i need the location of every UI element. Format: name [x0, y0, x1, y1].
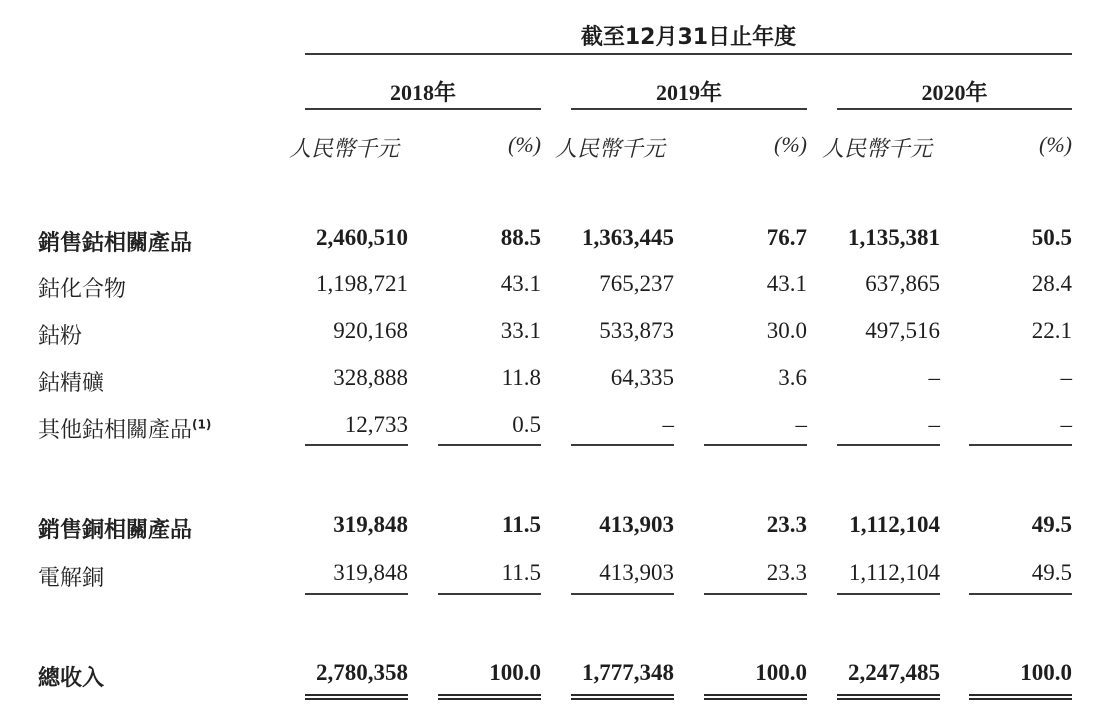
cell-2019-amount: 1,363,445 [582, 225, 674, 250]
row-label: 鈷化合物 [38, 277, 127, 302]
row-label: 銷售銅相關產品 [38, 518, 193, 543]
subtotal-rule [837, 444, 940, 446]
cell-2020-amount: 2,247,485 [848, 660, 940, 685]
period-header: 截至12月31日止年度 [580, 25, 797, 50]
row-label: 鈷粉 [38, 324, 83, 349]
cell-2020-pct: 28.4 [1031, 271, 1072, 296]
cell-2018-amount: 319,848 [333, 512, 408, 537]
subtotal-rule [438, 593, 541, 595]
cell-2018-pct: 43.1 [500, 271, 541, 296]
cell-2020-pct: 49.5 [1031, 512, 1072, 537]
row-label: 總收入 [38, 666, 105, 691]
cell-2018-amount: 319,848 [333, 560, 408, 585]
row-label: 鈷精礦 [38, 371, 105, 396]
year-header-2020: 2020年 [921, 80, 988, 105]
cell-2020-pct: 22.1 [1031, 318, 1072, 343]
cell-2020-amount: – [928, 365, 940, 390]
subtotal-rule [438, 444, 541, 446]
cell-2020-amount: 637,865 [865, 271, 940, 296]
total-double-rule [837, 694, 940, 700]
row-label [38, 413, 211, 444]
year-header-2019: 2019年 [655, 80, 722, 105]
cell-2019-pct: 3.6 [778, 365, 807, 390]
total-double-rule [305, 694, 408, 700]
period-rule [305, 53, 1072, 55]
cell-2019-pct: 76.7 [766, 225, 807, 250]
cell-2019-pct: 30.0 [766, 318, 807, 343]
unit-label-2020: 人民幣千元 [822, 137, 933, 162]
total-double-rule [969, 694, 1072, 700]
cell-2019-pct: 43.1 [766, 271, 807, 296]
total-double-rule [438, 694, 541, 700]
cell-2020-pct: 50.5 [1031, 225, 1072, 250]
cell-2019-pct: 23.3 [766, 512, 807, 537]
pct-label-2020: (%) [1039, 132, 1072, 157]
pct-label-2018: (%) [508, 132, 541, 157]
cell-2018-pct: 100.0 [489, 660, 541, 685]
cell-2019-pct: 100.0 [755, 660, 807, 685]
subtotal-rule [305, 444, 408, 446]
cell-2019-amount: 533,873 [599, 318, 674, 343]
cell-2020-amount: 1,112,104 [849, 512, 940, 537]
subtotal-rule [969, 593, 1072, 595]
cell-2019-pct: – [795, 412, 807, 437]
subtotal-rule [969, 444, 1072, 446]
unit-label-2018: 人民幣千元 [289, 137, 400, 162]
cell-2019-amount: – [662, 412, 674, 437]
subtotal-rule [571, 444, 674, 446]
year-rule-2018 [305, 108, 541, 110]
cell-2020-amount: 1,112,104 [848, 560, 940, 585]
cell-2018-pct: 33.1 [500, 318, 541, 343]
row-label: 銷售鈷相關產品 [38, 231, 193, 256]
cell-2018-amount: 12,733 [344, 412, 408, 437]
cell-2020-pct: 100.0 [1020, 660, 1072, 685]
year-rule-2019 [571, 108, 807, 110]
year-rule-2020 [837, 108, 1072, 110]
cell-2018-pct: 0.5 [512, 412, 541, 437]
cell-2020-amount: 1,135,381 [848, 225, 940, 250]
subtotal-rule [704, 444, 807, 446]
cell-2020-pct: – [1060, 412, 1072, 437]
cell-2019-amount: 765,237 [599, 271, 674, 296]
cell-2019-amount: 1,777,348 [582, 660, 674, 685]
unit-label-2019: 人民幣千元 [555, 137, 666, 162]
cell-2020-pct: 49.5 [1031, 560, 1072, 585]
pct-label-2019: (%) [774, 132, 807, 157]
subtotal-rule [837, 593, 940, 595]
subtotal-rule [305, 593, 408, 595]
cell-2020-pct: – [1060, 365, 1072, 390]
cell-2018-pct: 11.5 [502, 512, 541, 537]
total-double-rule [704, 694, 807, 700]
cell-2018-amount: 2,780,358 [316, 660, 408, 685]
cell-2019-amount: 413,903 [599, 560, 674, 585]
cell-2018-amount: 328,888 [333, 365, 408, 390]
cell-2018-amount: 920,168 [333, 318, 408, 343]
total-double-rule [571, 694, 674, 700]
year-header-2018: 2018年 [389, 80, 456, 105]
cell-2018-pct: 11.5 [501, 560, 541, 585]
cell-2019-amount: 64,335 [610, 365, 674, 390]
cell-2018-pct: 88.5 [500, 225, 541, 250]
subtotal-rule [704, 593, 807, 595]
row-label-text: 其他鈷相關產品 [38, 418, 193, 443]
cell-2019-amount: 413,903 [599, 512, 674, 537]
cell-2020-amount: 497,516 [865, 318, 940, 343]
cell-2018-amount: 1,198,721 [316, 271, 408, 296]
footnote-marker: (1) [192, 417, 212, 432]
cell-2018-amount: 2,460,510 [316, 225, 408, 250]
cell-2018-pct: 11.8 [501, 365, 541, 390]
cell-2020-amount: – [928, 412, 940, 437]
cell-2019-pct: 23.3 [766, 560, 807, 585]
subtotal-rule [571, 593, 674, 595]
row-label: 電解銅 [38, 566, 105, 591]
